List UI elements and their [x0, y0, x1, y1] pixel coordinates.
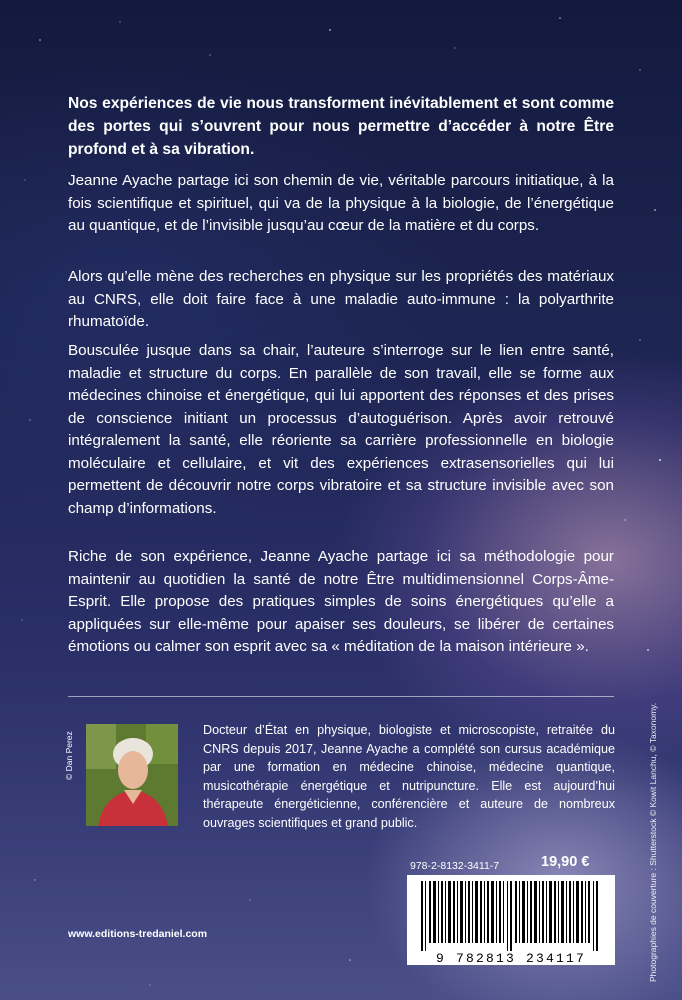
paragraph-2: Alors qu’elle mène des recherches en physique sur les propriétés des matériaux au CNRS, elle doit faire face à une maladie auto-immune : la polyarthrite rhumatoïde. [68, 268, 614, 330]
intro-text: Nos expériences de vie nous transforment inévitablement et sont comme des portes qui s’ouvrent pour nous permettre d’accéder à notre Être profond et à sa vibration. [68, 95, 614, 158]
isbn: 978-2-8132-3411-7 [410, 860, 500, 872]
paragraph-4: Riche de son expérience, Jeanne Ayache partage ici sa méthodologie pour maintenir au quotidien la santé de notre Être multidimensionnel Corps-Âme-Esprit. Elle propose des pratiques simples de soins énergétiques qu’elle a appliquées sur elle-même pour apaiser ses douleurs, se libérer de certaines émotions ou calmer son esprit avec sa « méditation de la maison intérieure ». [68, 548, 614, 655]
paragraph-1: Jeanne Ayache partage ici son chemin de vie, véritable parcours initiatique, à la fois scientifique et spirituel, qui va de la physique à la biologie, de l’énergétique au quantique, et de l’invisible jusqu’au cœur de la matière et du corps. [68, 172, 614, 234]
cover-photo-credits: Photographies de couverture : Shutterstock © Kowit Lanchu, © Taxonomy. [648, 702, 658, 982]
photo-credit: © Dan Perez [64, 731, 74, 780]
price: 19,90 € [541, 854, 590, 870]
author-photo [86, 724, 178, 826]
barcode-digits: 9 782813 234117 [435, 951, 587, 966]
publisher-website[interactable]: www.editions-tredaniel.com [68, 928, 208, 940]
author-bio: Docteur d’État en physique, biologiste et microscopiste, retraitée du CNRS depuis 2017, Jeanne Ayache a complété son cursus académique par une formation en médecine chinoise, médecine quantique, musicothérapie énergétique et nutripuncture. Elle est aujourd’hui thérapeute énergéticienne, conférencière et auteure de nombreux ouvrages scientifiques et grand public. [203, 723, 615, 830]
paragraph-3: Bousculée jusque dans sa chair, l’auteure s’interroge sur le lien entre santé, maladie et structure du corps. En parallèle de son travail, elle se forme aux médecines chinoise et énergétique, qui lui apportent des réponses et des prises de conscience initiant un processus d’autoguérison. Après avoir retrouvé intégralement la santé, elle réoriente sa carrière professionnelle en biologie moléculaire et cellulaire, et vit des expériences extrasensorielles qui lui permettent de découvrir notre corps vibratoire et sa structure invisible avec son champ d’informations. [68, 342, 614, 517]
section-divider [68, 696, 614, 697]
